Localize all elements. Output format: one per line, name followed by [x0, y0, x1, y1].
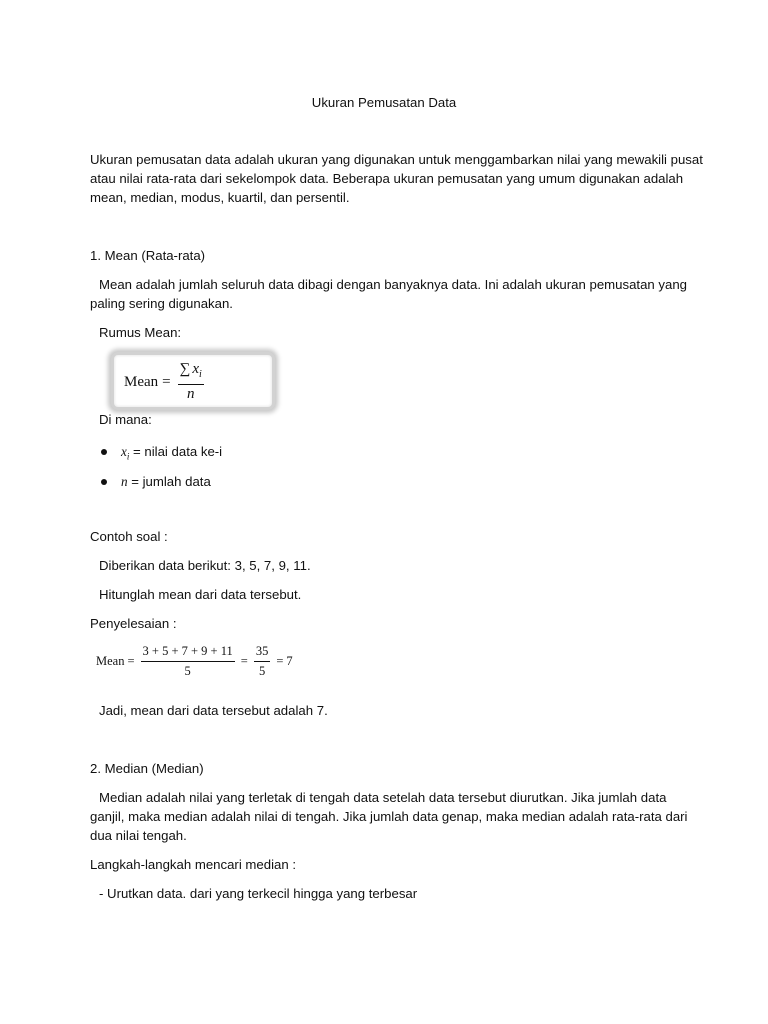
calc-fraction-1 [141, 643, 235, 680]
calc-eq-1: = [127, 654, 135, 668]
example-label: Contoh soal : [90, 529, 168, 544]
formula-var-x: x [192, 361, 199, 377]
formula-lhs: Mean [124, 373, 159, 390]
calc-eq-3: = [276, 654, 284, 668]
example-conclusion: Jadi, mean dari data tersebut adalah 7. [99, 703, 328, 718]
intro-line-1: Ukuran pemusatan data adalah ukuran yang digunakan untuk menggambarkan nilai yang mewakili pusat [90, 152, 703, 167]
mean-calculation [96, 643, 293, 680]
example-given: Diberikan data berikut: 3, 5, 7, 9, 11. [99, 558, 311, 573]
where-label: Di mana: [99, 412, 152, 427]
def-symbol-n: n [121, 474, 128, 489]
calc-denominator-1: 5 [184, 664, 191, 678]
def-item-n [121, 472, 211, 491]
page-title: Ukuran Pemusatan Data [311, 95, 457, 110]
formula-numerator [178, 361, 204, 385]
calc-numerator-1: 3 + 5 + 7 + 9 + 11 [141, 643, 235, 662]
calc-fraction-2 [254, 643, 271, 680]
formula-fraction [178, 361, 204, 403]
solution-label: Penyelesaian : [90, 616, 177, 631]
bullet-dot [101, 479, 107, 485]
mean-formula-box [111, 352, 275, 410]
def-item-xi [121, 442, 222, 467]
calc-eq-2: = [240, 654, 248, 668]
formula-denominator: n [186, 386, 195, 402]
median-heading: 2. Median (Median) [90, 761, 204, 776]
sum-symbol: ∑ [179, 361, 191, 377]
mean-desc-line-2: paling sering digunakan. [90, 296, 233, 311]
example-question: Hitunglah mean dari data tersebut. [99, 587, 302, 602]
calc-denominator-2: 5 [258, 664, 266, 678]
intro-line-3: mean, median, modus, kuartil, dan persentil. [90, 190, 350, 205]
median-steps-label: Langkah-langkah mencari median : [90, 857, 296, 872]
formula-sub-i: i [199, 369, 202, 380]
def-symbol-sub-i: i [126, 451, 130, 462]
median-desc-line-3: dua nilai tengah. [90, 828, 187, 843]
formula-label: Rumus Mean: [99, 325, 182, 340]
formula-equals: = [162, 373, 171, 390]
mean-heading: 1. Mean (Rata-rata) [90, 248, 206, 263]
median-step-1: - Urutkan data. dari yang terkecil hingga yang terbesar [99, 886, 418, 901]
def-symbol-x: x [121, 444, 127, 459]
calc-numerator-2: 35 [254, 643, 271, 662]
mean-desc-line-1: Mean adalah jumlah seluruh data dibagi dengan banyaknya data. Ini adalah ukuran pemusatan yang [99, 277, 688, 292]
median-desc-line-2: ganjil, maka median adalah nilai di tengah. Jika jumlah data genap, maka median adalah rata-rata dari [90, 809, 688, 824]
def-text-n: = jumlah data [127, 474, 211, 489]
def-text-xi: = nilai data ke-i [129, 444, 223, 459]
calc-lhs: Mean [96, 654, 125, 668]
median-desc-line-1: Median adalah nilai yang terletak di tengah data setelah data tersebut diurutkan. Jika jumlah data [99, 790, 667, 805]
intro-line-2: atau nilai rata-rata dari sekelompok data. Beberapa ukuran pemusatan yang umum digunakan adalah [90, 171, 684, 186]
calc-result: 7 [286, 654, 293, 668]
bullet-dot [101, 449, 107, 455]
mean-formula [124, 361, 207, 403]
